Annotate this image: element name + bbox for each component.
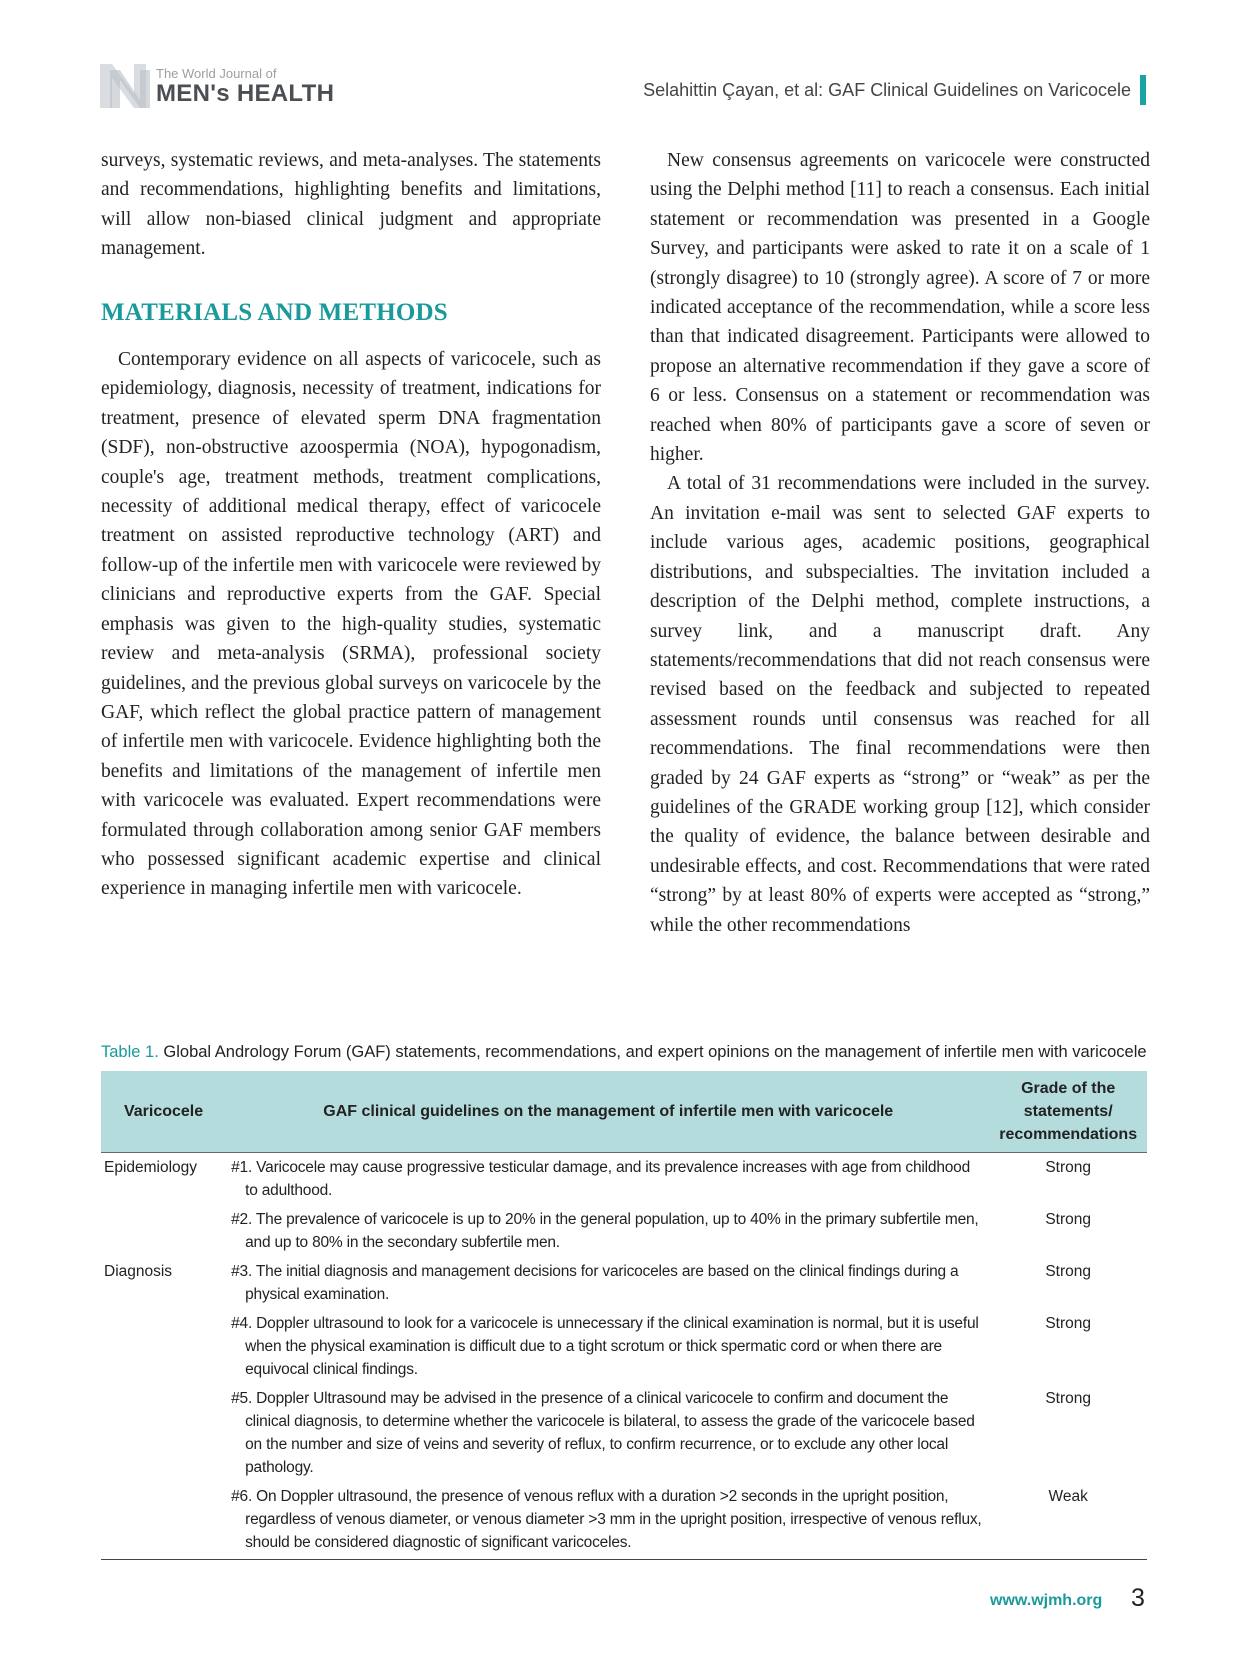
row-grade: Strong: [1045, 1263, 1092, 1280]
row-recommendation: #5. Doppler Ultrasound may be advised in the presence of a clinical varicocele to confirm and document the clinical diagnosis, to determine whether the varicocele is bilateral, to assess the grade of the varicocele based on the number and size of veins and severity of reflux, to confirm recurrence, or to exclude any other local pathology.: [231, 1390, 975, 1476]
row-grade: Strong: [1045, 1390, 1092, 1407]
table-row: [101, 1205, 1147, 1257]
row-category: [101, 1309, 227, 1384]
journal-logo-icon: [100, 60, 152, 108]
header-grade: Grade of the statements/ recommendations: [989, 1071, 1147, 1153]
table-row: [101, 1384, 1147, 1482]
row-grade: Strong: [1045, 1211, 1092, 1228]
left-column: [101, 146, 601, 904]
row-recommendation: #4. Doppler ultrasound to look for a varicocele is unnecessary if the clinical examination is normal, but it is useful when the physical examination is difficult due to a tight scrotum or thick spermatic cord or when there are equivocal clinical findings.: [231, 1315, 979, 1378]
journal-prefix: The World Journal of: [156, 66, 277, 81]
page-number: 3: [1131, 1584, 1145, 1612]
journal-logo: [100, 58, 360, 110]
table-caption-label: Table 1.: [101, 1043, 159, 1061]
header-accent-bar: [1140, 75, 1146, 105]
row-category: [101, 1482, 227, 1560]
row-category: Epidemiology: [104, 1159, 198, 1176]
table-row: [101, 1153, 1147, 1206]
table-row: [101, 1257, 1147, 1309]
row-recommendation: #6. On Doppler ultrasound, the presence of venous reflux with a duration >2 seconds in the upright position, regardless of venous diameter, or venous diameter >3 mm in the upright position, irrespective of venous reflux, should be considered diagnostic of significant varicoceles.: [231, 1488, 982, 1551]
right-column: [650, 146, 1150, 940]
row-category: [101, 1384, 227, 1482]
section-heading: MATERIALS AND METHODS: [101, 298, 448, 326]
right-paragraph-1: New consensus agreements on varicocele were constructed using the Delphi method [11] to reach a consensus. Each initial statement or recommendation was presented in a Google Survey, and participants were asked to rate it on a scale of 1 (strongly disagree) to 10 (strongly agree). A score of 7 or more indicated acceptance of the recommendation, while a score less than that indicated disagreement. Participants were allowed to propose an alternative recommendation if they gave a score of 6 or less. Consensus on a statement or recommendation was reached when 80% of participants gave a score of seven or higher.: [650, 150, 1150, 466]
table-row: [101, 1309, 1147, 1384]
row-recommendation: #2. The prevalence of varicocele is up to 20% in the general population, up to 40% in the primary subfertile men, and up to 80% in the secondary subfertile men.: [231, 1211, 979, 1251]
header-guidelines: GAF clinical guidelines on the management of infertile men with varicocele: [227, 1071, 989, 1153]
row-recommendation: #3. The initial diagnosis and management decisions for varicoceles are based on the clinical findings during a physical examination.: [231, 1263, 959, 1303]
journal-name: MEN's HEALTH: [156, 80, 335, 107]
table-caption: [101, 1043, 1147, 1062]
guidelines-table: [101, 1071, 1147, 1560]
header-varicocele: Varicocele: [101, 1071, 227, 1153]
left-paragraph-2: Contemporary evidence on all aspects of varicocele, such as epidemiology, diagnosis, necessity of treatment, indications for treatment, presence of elevated sperm DNA fragmentation (SDF), non-obstructive azoospermia (NOA), hypogonadism, couple's age, treatment methods, treatment complications, necessity of additional medical therapy, effect of varicocele treatment on assisted reproductive technology (ART) and follow-up of the infertile men with varicocele were reviewed by clinicians and reproductive experts from the GAF. Special emphasis was given to the high-quality studies, systematic review and meta-analysis (SRMA), professional society guidelines, and the previous global surveys on varicocele by the GAF, which reflect the global practice pattern of management of infertile men with varicocele. Evidence highlighting both the benefits and limitations of the management of infertile men with varicocele was evaluated. Expert recommendations were formulated through collaboration among senior GAF members who possessed significant academic expertise and clinical experience in managing infertile men with varicocele.: [101, 349, 601, 900]
right-paragraph-2: A total of 31 recommendations were included in the survey. An invitation e-mail was sent to selected GAF experts to include various ages, academic positions, geographical distributions, and subspecialties. The invitation included a description of the Delphi method, complete instructions, a survey link, and a manuscript draft. Any statements/recommendations that did not reach consensus were revised based on the feedback and subjected to repeated assessment rounds until consensus was reached for all recommendations. The final recommendations were then graded by 24 GAF experts as “strong” or “weak” as per the guidelines of the GRADE working group [12], which consider the quality of evidence, the balance between desirable and undesirable effects, and cost. Recommendations that were rated “strong” by at least 80% of experts were accepted as “strong,” while the other recommendations: [650, 473, 1150, 936]
left-paragraph-1: surveys, systematic reviews, and meta-analyses. The statements and recommendations, highlighting benefits and limitations, will allow non-biased clinical judgment and appropriate management.: [101, 150, 601, 260]
row-grade: Weak: [989, 1482, 1147, 1560]
footer-url[interactable]: www.wjmh.org: [990, 1592, 1103, 1609]
table-header-row: [101, 1071, 1147, 1153]
row-grade: Strong: [1045, 1159, 1092, 1176]
row-recommendation: #1. Varicocele may cause progressive testicular damage, and its prevalence increases with age from childhood to adulthood.: [231, 1159, 970, 1199]
table-row: [101, 1482, 1147, 1560]
table-caption-text: Global Andrology Forum (GAF) statements, recommendations, and expert opinions on the management of infertile men with varicocele: [163, 1043, 1147, 1061]
row-grade: Strong: [1045, 1315, 1092, 1332]
row-category: [101, 1205, 227, 1257]
running-head: Selahittin Çayan, et al: GAF Clinical Guidelines on Varicocele: [643, 80, 1131, 100]
row-category: Diagnosis: [104, 1263, 173, 1280]
